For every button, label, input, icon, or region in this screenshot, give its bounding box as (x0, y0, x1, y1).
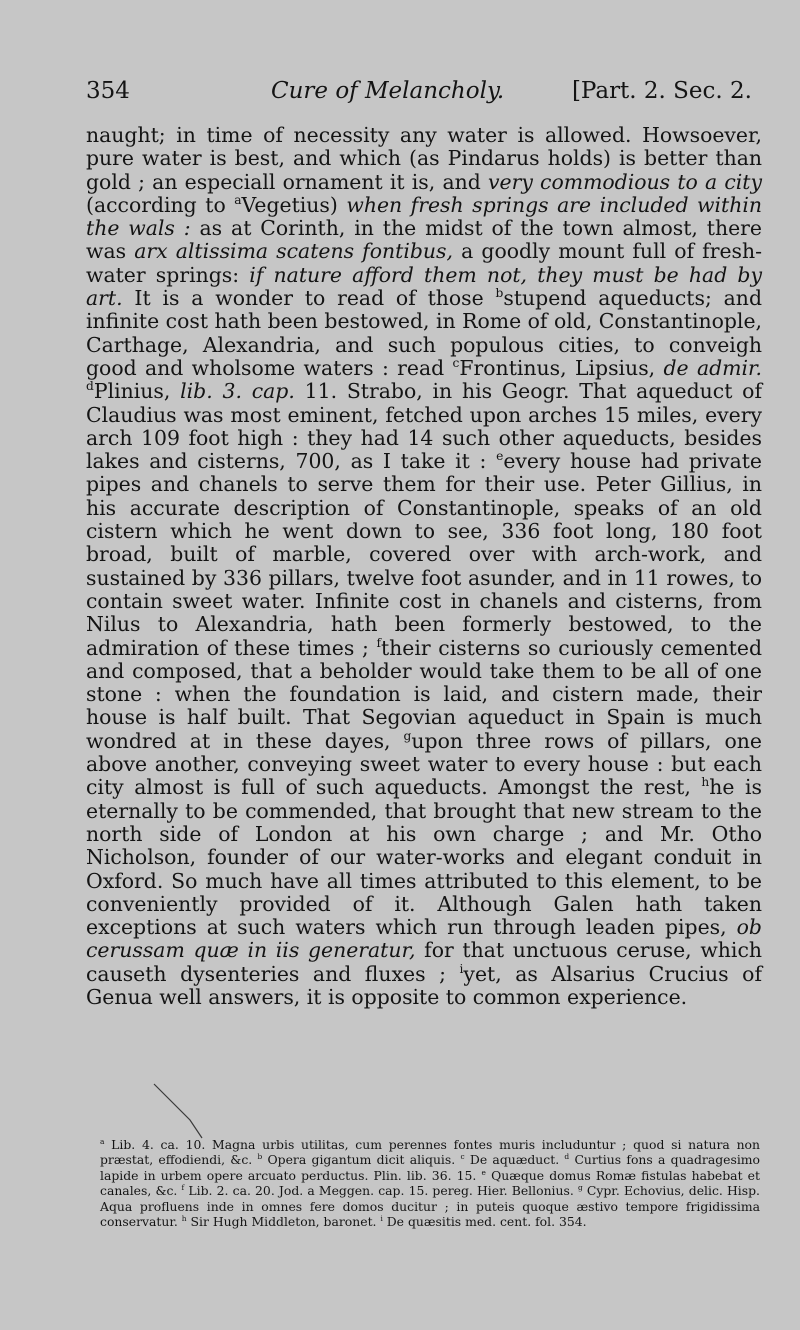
body-text-run: 11. Strabo, in his Geogr. That aqueduct of Claudius was most eminent, fetched upon arches 15 miles, every arch 109 foot high : they had 14 such other aqueducts, besides lakes and cisterns, 700, as I take it : (86, 379, 762, 474)
page-header (86, 78, 752, 114)
footnote-text-run: Quæque domus Romæ fistulas habebat et canales, &c. (100, 1167, 760, 1199)
body-italic-text: ob cerussam quæ in iis generatur, (86, 915, 762, 963)
body-text-run: a goodly mount full of fresh-water springs: (86, 239, 763, 287)
body-note-marker: b (495, 286, 504, 301)
body-italic-text: arx altissima scatens fontibus, (134, 239, 453, 264)
page-number: 354 (86, 78, 130, 104)
body-note-marker: d (86, 379, 94, 394)
footnote-note-marker: c (460, 1152, 465, 1162)
body-text-run: Plinius, (93, 379, 181, 404)
footnote-note-marker: e (481, 1167, 486, 1177)
body-text-run: every house had private pipes and chanels to serve them for their use. Peter Gillius, in his accurate description of Constantinople, speaks of an old cistern which he went down to see, 336 foot long, 180 foot broad, built of marble, covered over with arch-work, and sustained by 336 pillars, twelve foot asunder, and in 11 rowes, to contain sweet water. Infinite cost in chanels and cisterns, from Nilus to Alexandria, hath been formerly bestowed, to the admiration of these times ; (86, 449, 762, 660)
body-text-run: naught; in time of necessity any water is allowed. Howsoever, pure water is best, and which (as Pindarus holds) is better than gold ; an especiall ornament it is, and (86, 123, 762, 194)
body-text-run: as at Corinth, in the midst of the town almost, there was (86, 216, 762, 264)
body-note-marker: i (459, 961, 464, 976)
body-italic-text: very commodious to a city (487, 169, 762, 194)
body-italic-text: lib. 3. cap. (180, 379, 295, 404)
body-text-run: It is a wonder to read of those (122, 286, 496, 311)
section-reference: [Part. 2. Sec. 2. (571, 78, 752, 104)
body-italic-text: de admir. (663, 355, 762, 380)
stray-ink-mark (150, 1080, 210, 1140)
body-text-run: Frontinus, Lipsius, (459, 355, 664, 380)
body-italic-text: when fresh springs are included within the wals : (86, 192, 762, 241)
footnote-note-marker: h (181, 1213, 187, 1223)
footnote-text-run: Curtius fons a quadragesimo lapide in urbem opere arcuato perductus. Plin. lib. 36. 15. (100, 1152, 761, 1183)
body-paragraph (86, 124, 762, 1009)
body-note-marker: a (234, 193, 242, 208)
footnote-text-run: De aquæduct. (464, 1152, 565, 1168)
body-text-run: their cisterns so curiously cemented and composed, that a beholder would take them to be all of one stone : when the foundation is laid, and cistern made, their house is half built. That Segovian aqueduct in Spain is much wondred at in these dayes, (86, 635, 762, 753)
body-text-run: stupend aqueducts; and infinite cost hath been bestowed, in Rome of old, Constantinople, Carthage, Alexandria, and such populous cities, to conveigh good and wholsome waters : read (86, 286, 762, 380)
footnote-note-marker: d (564, 1152, 570, 1162)
footnote-text-run: Lib. 4. ca. 10. Magna urbis utilitas, cum perennes fontes muris includuntur ; quod si natura non præstat, effodiendi, &c. (100, 1137, 760, 1168)
footnote-text-run: Cypr. Echovius, delic. Hisp. Aqua profluens inde in omnes fere domos ducitur ; in puteis quoque æstivo tempore frigidissima conservatur. (100, 1183, 760, 1230)
footnote-text-run: Sir Hugh Middleton, baronet. (186, 1214, 381, 1230)
body-text-run: Vegetius) (241, 192, 347, 217)
footnote-text-run: Lib. 2. ca. 20. Jod. a Meggen. cap. 15. pereg. Hier. Bellonius. (184, 1183, 578, 1199)
footnotes (100, 1137, 760, 1229)
footnote-note-marker: b (257, 1152, 263, 1162)
body-text (86, 124, 762, 1009)
footnote-paragraph (100, 1137, 760, 1229)
body-note-marker: c (452, 356, 460, 371)
footnote-note-marker: g (577, 1183, 583, 1193)
body-italic-text: if nature afford them not, they must be had by art. (86, 262, 762, 311)
body-note-marker: f (376, 635, 381, 650)
footnote-text-run: Opera gigantum dicit aliquis. (262, 1152, 461, 1168)
body-text-run: (according to (86, 192, 235, 217)
body-text-run: for that unctuous ceruse, which causeth dysenteries and fluxes ; (86, 938, 762, 986)
footnote-note-marker: f (181, 1183, 185, 1193)
body-note-marker: e (496, 449, 504, 464)
running-title: Cure of Melancholy. (271, 78, 505, 104)
body-note-marker: g (403, 728, 412, 743)
body-text-run: he is eternally to be commended, that brought that new stream to the north side of London at his own charge ; and Mr. Otho Nicholson, founder of our water-works and elegant conduit in Oxford. So much have all times attributed to this element, to be conveniently provided of it. Although Galen hath taken exceptions at such waters which run through leaden pipes, (86, 775, 763, 940)
footnote-note-marker: a (100, 1136, 105, 1146)
footnote-note-marker: i (380, 1213, 383, 1223)
body-note-marker: h (701, 775, 710, 790)
body-text-run: yet, as Alsarius Crucius of Genua well answers, it is opposite to common experience. (86, 961, 763, 1009)
body-text-run: upon three rows of pillars, one above another, conveying sweet water to every house : but each city almost is full of such aqueducts. Amongst the rest, (86, 728, 762, 800)
footnote-text-run: De quæsitis med. cent. fol. 354. (382, 1214, 587, 1230)
